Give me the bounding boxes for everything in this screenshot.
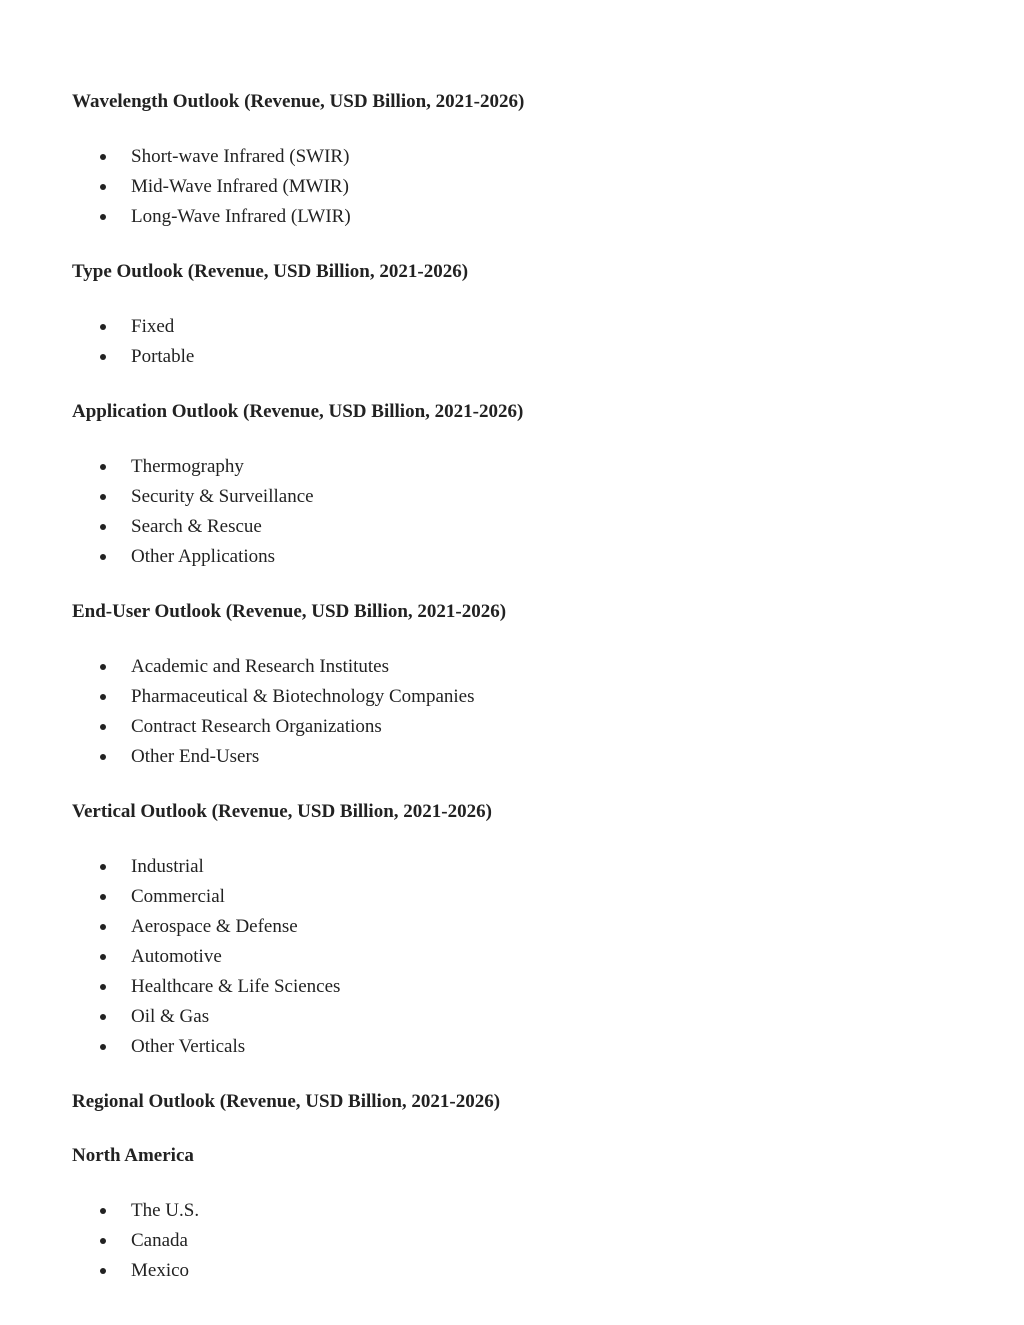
list-item	[72, 172, 972, 202]
list-item-text: Long-Wave Infrared (LWIR)	[131, 206, 351, 227]
list-item	[72, 742, 972, 772]
list-item	[72, 1226, 972, 1256]
list-item-text: Portable	[131, 346, 195, 367]
list-item	[72, 652, 972, 682]
list-item	[72, 542, 972, 572]
list-item	[72, 312, 972, 342]
bullet-list	[72, 652, 972, 772]
bullet-icon	[100, 694, 106, 700]
bullet-icon	[100, 494, 106, 500]
bullet-icon	[100, 894, 106, 900]
bullet-icon	[100, 754, 106, 760]
list-item-text: Other End-Users	[131, 746, 260, 767]
list-item-text: Commercial	[131, 886, 225, 907]
section-heading: Vertical Outlook (Revenue, USD Billion, 2021-2026)	[72, 801, 492, 822]
list-item-text: Search & Rescue	[131, 516, 262, 537]
document-page	[72, 88, 972, 1312]
bullet-icon	[100, 1268, 106, 1274]
list-item	[72, 682, 972, 712]
bullet-icon	[100, 554, 106, 560]
list-item	[72, 882, 972, 912]
region-subheading: North America	[72, 1145, 194, 1166]
section-heading: End-User Outlook (Revenue, USD Billion, 2021-2026)	[72, 601, 507, 622]
bullet-icon	[100, 1208, 106, 1214]
list-item	[72, 942, 972, 972]
bullet-icon	[100, 184, 106, 190]
spacer	[72, 1116, 972, 1142]
section-heading: Type Outlook (Revenue, USD Billion, 2021-2026)	[72, 261, 469, 282]
bullet-icon	[100, 984, 106, 990]
bullet-icon	[100, 524, 106, 530]
list-item	[72, 1032, 972, 1062]
list-item-text: Canada	[131, 1230, 188, 1251]
bullet-icon	[100, 214, 106, 220]
bullet-icon	[100, 1014, 106, 1020]
list-item-text: Industrial	[131, 856, 204, 877]
list-item-text: Security & Surveillance	[131, 486, 314, 507]
wavelength-section	[72, 88, 972, 232]
end-user-section	[72, 598, 972, 772]
section-heading: Regional Outlook (Revenue, USD Billion, 2021-2026)	[72, 1091, 501, 1112]
type-section	[72, 258, 972, 372]
list-item-text: Fixed	[131, 316, 175, 337]
list-item	[72, 342, 972, 372]
bullet-icon	[100, 464, 106, 470]
list-item	[72, 202, 972, 232]
bullet-icon	[100, 354, 106, 360]
bullet-list	[72, 852, 972, 1062]
bullet-icon	[100, 1044, 106, 1050]
bullet-list	[72, 142, 972, 232]
list-item-text: Aerospace & Defense	[131, 916, 298, 937]
bullet-list	[72, 1196, 972, 1286]
bullet-icon	[100, 954, 106, 960]
list-item-text: Oil & Gas	[131, 1006, 210, 1027]
application-section	[72, 398, 972, 572]
bullet-icon	[100, 724, 106, 730]
list-item	[72, 512, 972, 542]
section-heading: Application Outlook (Revenue, USD Billion, 2021-2026)	[72, 401, 524, 422]
list-item-text: Mexico	[131, 1260, 190, 1281]
list-item	[72, 972, 972, 1002]
list-item-text: Other Applications	[131, 546, 276, 567]
list-item-text: Healthcare & Life Sciences	[131, 976, 341, 997]
list-item-text: Pharmaceutical & Biotechnology Companies	[131, 686, 475, 707]
bullet-list	[72, 452, 972, 572]
list-item	[72, 452, 972, 482]
bullet-icon	[100, 664, 106, 670]
list-item-text: Other Verticals	[131, 1036, 246, 1057]
list-item-text: Academic and Research Institutes	[131, 656, 389, 677]
section-heading: Wavelength Outlook (Revenue, USD Billion, 2021-2026)	[72, 91, 525, 112]
list-item-text: Contract Research Organizations	[131, 716, 382, 737]
bullet-icon	[100, 1238, 106, 1244]
list-item	[72, 712, 972, 742]
list-item-text: Mid-Wave Infrared (MWIR)	[131, 176, 349, 197]
bullet-icon	[100, 864, 106, 870]
bullet-icon	[100, 924, 106, 930]
bullet-list	[72, 312, 972, 372]
list-item	[72, 1196, 972, 1226]
list-item	[72, 482, 972, 512]
list-item	[72, 852, 972, 882]
regional-section	[72, 1088, 972, 1286]
vertical-section	[72, 798, 972, 1062]
list-item	[72, 1002, 972, 1032]
list-item	[72, 912, 972, 942]
bullet-icon	[100, 324, 106, 330]
list-item	[72, 142, 972, 172]
list-item-text: Automotive	[131, 946, 222, 967]
list-item	[72, 1256, 972, 1286]
list-item-text: The U.S.	[131, 1200, 200, 1221]
list-item-text: Short-wave Infrared (SWIR)	[131, 146, 350, 167]
list-item-text: Thermography	[131, 456, 244, 477]
bullet-icon	[100, 154, 106, 160]
